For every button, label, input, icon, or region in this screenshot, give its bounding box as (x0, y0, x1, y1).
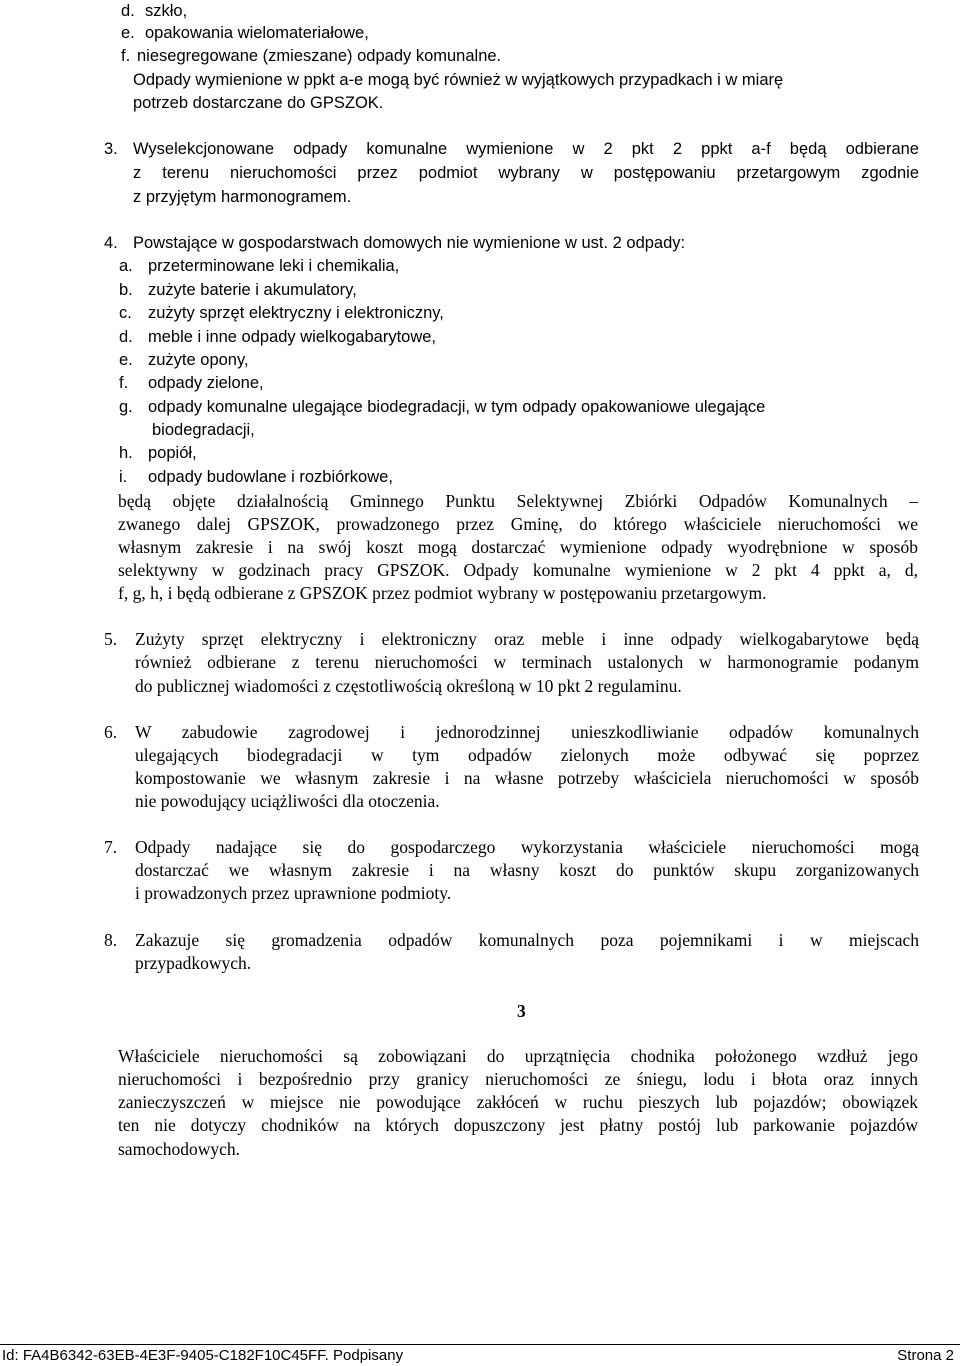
item-line: z terenu nieruchomości przez podmiot wybrany w postępowaniu przetargowym zgodnie (133, 164, 919, 182)
item-line: kompostowanie we własnym zakresie i na własne potrzeby właściciela nieruchomości w sposób (135, 768, 919, 788)
list-item: odpady komunalne ulegające biodegradacji, w tym odpady opakowaniowe ulegające (148, 398, 766, 416)
list-item: przeterminowane leki i chemikalia, (148, 257, 400, 275)
list-label: b. (119, 281, 133, 299)
item-line: ulegających biodegradacji w tym odpadów zielonych może odbywać się poprzez (135, 745, 919, 765)
item-line: i prowadzonych przez uprawnione podmioty. (135, 883, 452, 903)
list-item: meble i inne odpady wielkogabarytowe, (148, 328, 437, 346)
paragraph-line: zwanego dalej GPSZOK, prowadzonego przez Gminę, do którego właściciele nieruchomości we (118, 514, 918, 534)
list-item: zużyte opony, (148, 351, 249, 369)
item-number: 4. (104, 234, 118, 252)
item-line: Zużyty sprzęt elektryczny i elektroniczny oraz meble i inne odpady wielkogabarytowe będą (135, 629, 919, 649)
note-line: potrzeb dostarczane do GPSZOK. (133, 94, 384, 112)
list-item: zużyty sprzęt elektryczny i elektroniczny, (148, 304, 444, 322)
paragraph-line: własnym zakresie i na swój koszt mogą dostarczać wymienione odpady wyodrębnione w sposób (118, 537, 918, 557)
section-heading: 3 (517, 1001, 526, 1021)
footer-page-number: Strona 2 (897, 1347, 954, 1364)
list-label: h. (119, 444, 133, 462)
list-label: d. (119, 328, 133, 346)
paragraph-line: ten nie dotyczy chodników na których dopuszczony jest płatny postój lub parkowanie pojazdów (118, 1115, 918, 1135)
footer-divider (0, 1344, 960, 1345)
item-line: do publicznej wiadomości z częstotliwością określoną w 10 pkt 2 regulaminu. (135, 676, 682, 696)
item-line: również odbierane z terenu nieruchomości w terminach ustalonych w harmonogramie podanym (135, 652, 919, 672)
item-line: Wyselekcjonowane odpady komunalne wymienione w 2 pkt 2 ppkt a-f będą odbierane (133, 140, 919, 158)
list-item: niesegregowane (zmieszane) odpady komunalne. (137, 47, 502, 65)
item-number: 7. (104, 837, 118, 857)
item-line: W zabudowie zagrodowej i jednorodzinnej unieszkodliwianie odpadów komunalnych (135, 722, 919, 742)
list-label: d. (121, 2, 135, 20)
paragraph-line: będą objęte działalnością Gminnego Punktu Selektywnej Zbiórki Odpadów Komunalnych – (118, 491, 918, 511)
list-item: opakowania wielomateriałowe, (145, 24, 369, 42)
paragraph-line: f, g, h, i będą odbierane z GPSZOK przez podmiot wybrany w postępowaniu przetargowym. (118, 583, 767, 603)
list-item: popiół, (148, 444, 197, 462)
footer-id: Id: FA4B6342-63EB-4E3F-9405-C182F10C45FF. Podpisany (2, 1347, 404, 1364)
list-label: i. (119, 468, 128, 486)
list-item: zużyte baterie i akumulatory, (148, 281, 357, 299)
item-line: dostarczać we własnym zakresie i na własny koszt do punktów skupu zorganizowanych (135, 860, 919, 880)
list-label: c. (119, 304, 132, 322)
item-line: z przyjętym harmonogramem. (133, 188, 352, 206)
list-item-continuation: biodegradacji, (152, 421, 255, 439)
item-intro: Powstające w gospodarstwach domowych nie wymienione w ust. 2 odpady: (133, 234, 686, 252)
paragraph-line: zanieczyszczeń w miejsce nie powodujące zakłóceń w ruchu pieszych lub pojazdów; obowiązek (118, 1092, 918, 1112)
list-label: a. (119, 257, 133, 275)
paragraph-line: nieruchomości i bezpośrednio przy granicy nieruchomości ze śniegu, lodu i błota oraz innych (118, 1069, 918, 1089)
list-item: odpady budowlane i rozbiórkowe, (148, 468, 393, 486)
item-line: przypadkowych. (135, 953, 252, 973)
paragraph-line: Właściciele nieruchomości są zobowiązani do uprzątnięcia chodnika położonego wzdłuż jego (118, 1046, 918, 1066)
paragraph-line: samochodowych. (118, 1139, 240, 1159)
list-item: szkło, (145, 2, 188, 20)
item-number: 5. (104, 629, 118, 649)
note-line: Odpady wymienione w ppkt a-e mogą być również w wyjątkowych przypadkach i w miarę (133, 71, 784, 89)
list-label: e. (119, 351, 133, 369)
item-number: 6. (104, 722, 118, 742)
item-line: Odpady nadające się do gospodarczego wykorzystania właściciele nieruchomości mogą (135, 837, 919, 857)
list-label: g. (119, 398, 133, 416)
item-number: 3. (104, 140, 118, 158)
item-line: nie powodujący uciążliwości dla otoczenia. (135, 791, 440, 811)
paragraph-line: selektywny w godzinach pracy GPSZOK. Odpady komunalne wymienione w 2 pkt 4 ppkt a, d, (118, 560, 918, 580)
list-label: f. (121, 47, 131, 65)
list-label: e. (121, 24, 135, 42)
item-line: Zakazuje się gromadzenia odpadów komunalnych poza pojemnikami i w miejscach (135, 930, 919, 950)
item-number: 8. (104, 930, 118, 950)
list-item: odpady zielone, (148, 374, 264, 392)
list-label: f. (119, 374, 129, 392)
